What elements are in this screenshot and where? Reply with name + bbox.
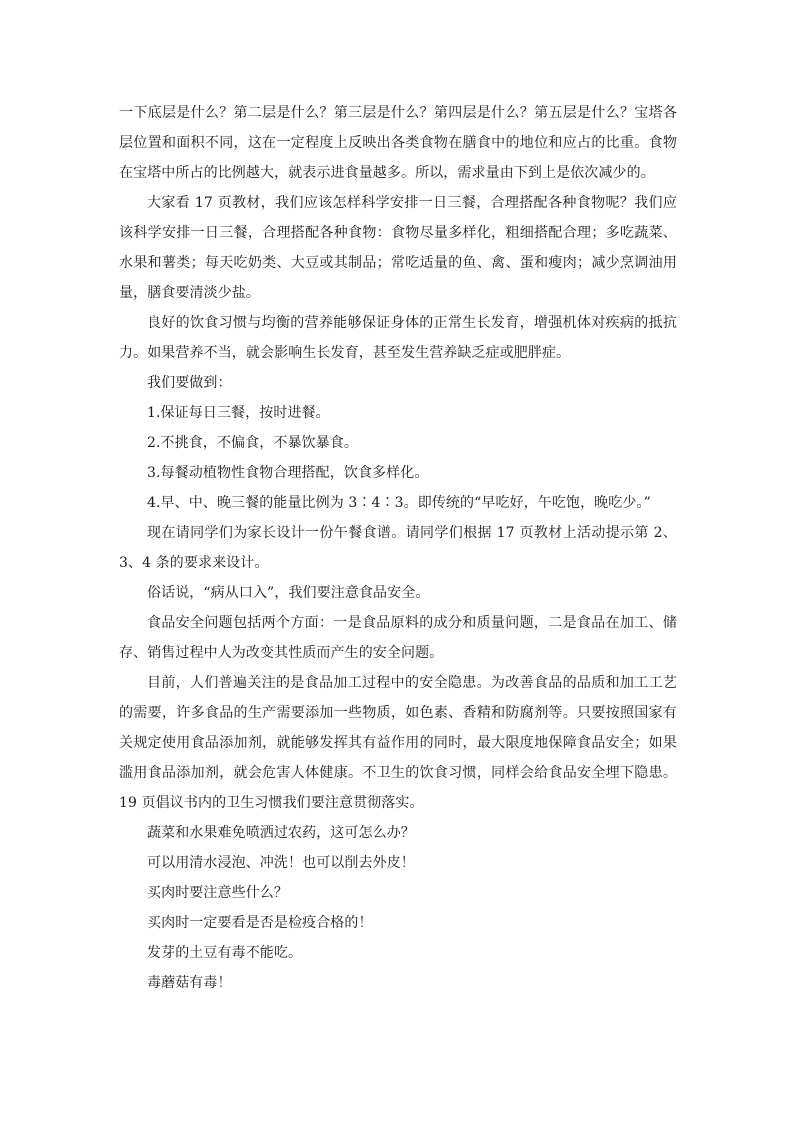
paragraph-lunch-menu: 现在请同学们为家长设计一份午餐食谱。请同学们根据 17 页教材上活动提示第 2、3、4 条的要求来设计。 [119,525,677,571]
dialog-line-meat-question: 买肉时要注意些什么？ [147,885,288,901]
dialog-line-mushroom: 毒蘑菇有毒！ [147,975,232,991]
paragraph-proverb: 俗话说，“病从口入”，我们要注意食品安全。 [147,585,430,601]
list-item-3: 3.每餐动植物性食物合理搭配，饮食多样化。 [147,465,429,481]
paragraph-we-should: 我们要做到： [147,375,232,391]
dialog-line-pesticide-question: 蔬菜和水果难免喷洒过农药，这可怎么办？ [147,825,415,841]
paragraph-good-habits: 良好的饮食习惯与均衡的营养能够保证身体的正常生长发育，增强机体对疾病的抵抗力。如果营养不当，就会影响生长发育，甚至发生营养缺乏症或肥胖症。 [119,315,677,361]
list-item-4: 4.早、中、晚三餐的能量比例为 3∶4∶3。即传统的“早吃好，午吃饱，晚吃少。” [147,495,651,511]
list-item-1: 1.保证每日三餐，按时进餐。 [147,405,330,421]
dialog-line-potato: 发芽的土豆有毒不能吃。 [147,945,303,961]
paragraph-food-additives: 目前，人们普遍关注的是食品加工过程中的安全隐患。为改善食品的品质和加工工艺的需要，许多食品的生产需要添加一些物质，如色素、香精和防腐剂等。只要按照国家有关规定使用食品添加剂，就能够发挥其有益作用的同时，最大限度地保障食品安全；如果滥用食品添加剂，就会危害人体健康。不卫生的饮食习惯，同样会给食品安全埋下隐患。19 页倡议书内的卫生习惯我们要注意贯彻落实。 [119,675,677,811]
dialog-line-pesticide-answer: 可以用清水浸泡、冲洗！也可以削去外皮！ [147,855,415,871]
paragraph-pagoda-layers: 一下底层是什么？第二层是什么？第三层是什么？第四层是什么？第五层是什么？宝塔各层位置和面积不同，这在一定程度上反映出各类食物在膳食中的地位和应占的比重。食物在宝塔中所占的比例越大，就表示进食量越多。所以，需求量由下到上是依次减少的。 [119,105,677,181]
paragraph-three-meals: 大家看 17 页教材，我们应该怎样科学安排一日三餐，合理搭配各种食物呢？我们应该科学安排一日三餐，合理搭配各种食物：食物尽量多样化，粗细搭配合理；多吃蔬菜、水果和薯类；每天吃奶类、大豆或其制品；常吃适量的鱼、禽、蛋和瘦肉；减少烹调油用量，膳食要清淡少盐。 [119,195,677,301]
dialog-line-meat-answer: 买肉时一定要看是否是检疫合格的！ [147,915,373,931]
document-body [119,98,677,998]
list-item-2: 2.不挑食，不偏食，不暴饮暴食。 [147,435,358,451]
paragraph-food-safety-aspects: 食品安全问题包括两个方面：一是食品原料的成分和质量问题，二是食品在加工、储存、销售过程中人为改变其性质而产生的安全问题。 [119,615,677,661]
